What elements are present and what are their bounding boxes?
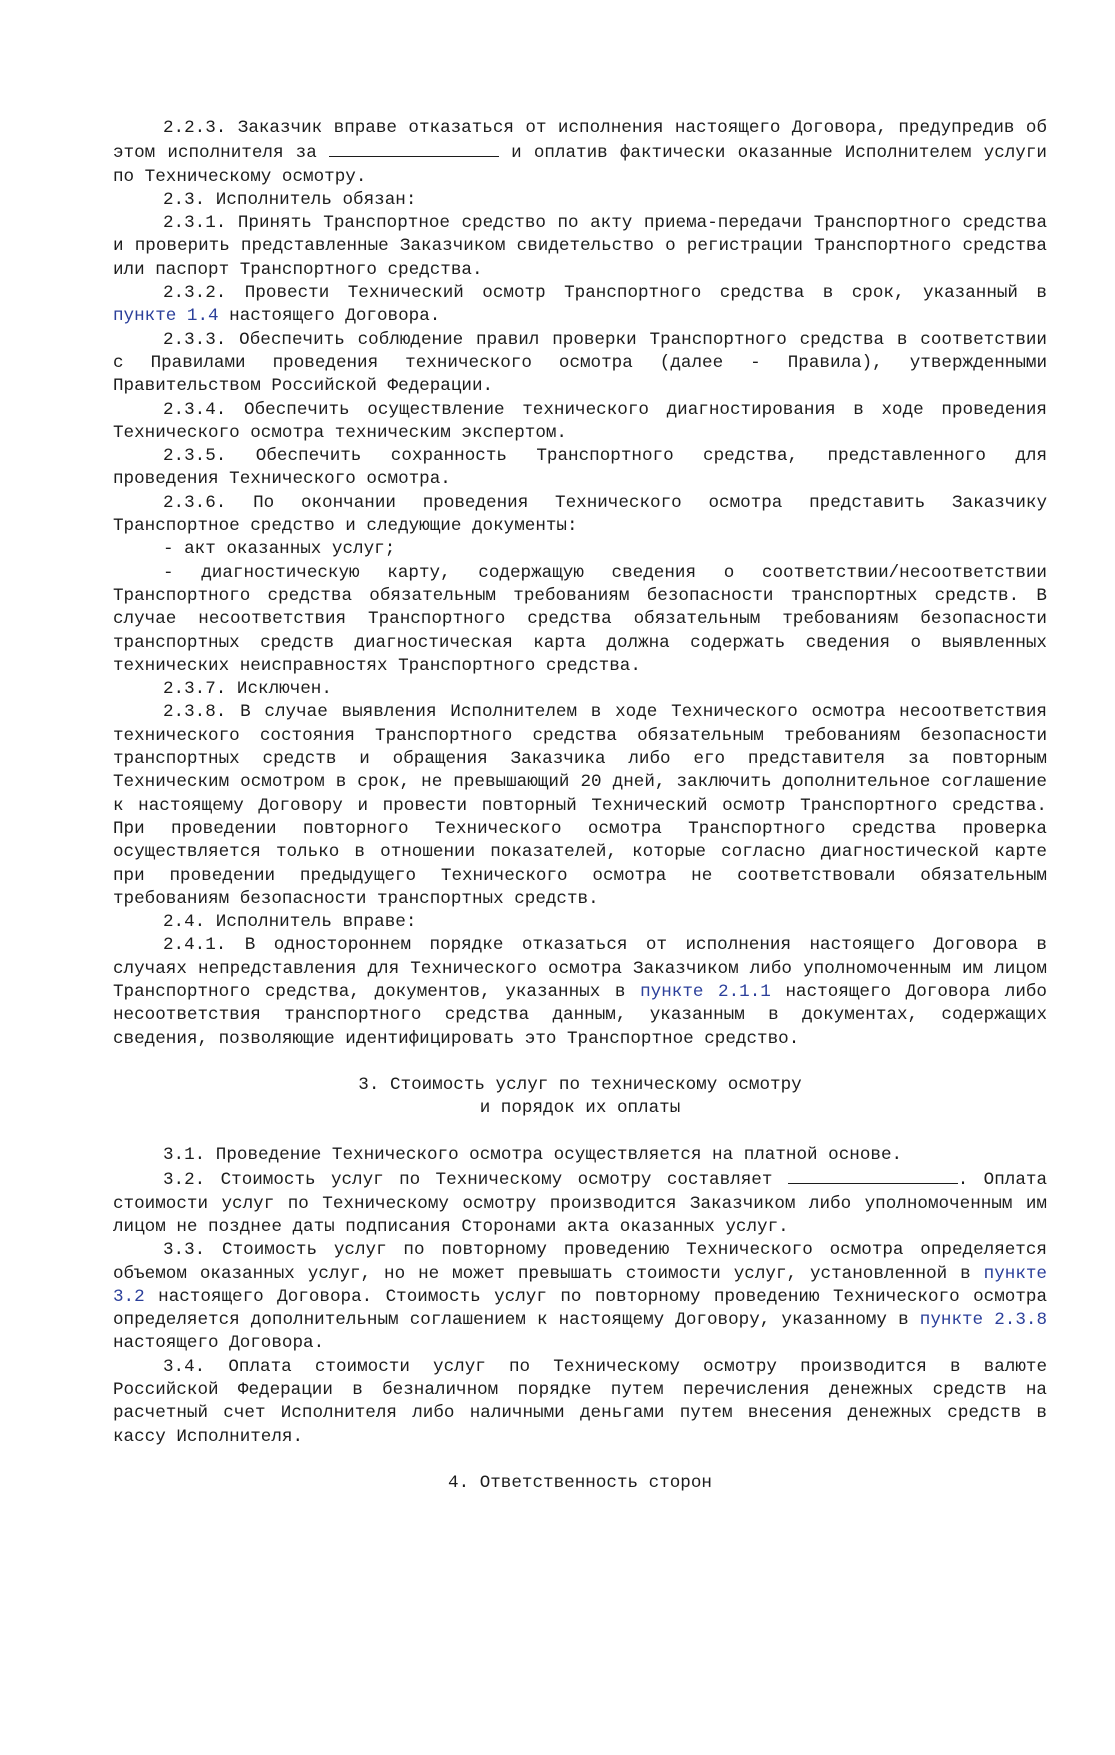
- clause-2-3-6-item-diagnostic-card: - диагностическую карту, содержащую сведения о соответствии/несоответствии Транспортного средства обязательным требованиям безопасности транспортных средств. В случае несоответствия Транспортного средства обязательным требованиям безопасности транспортных средств диагностическая карта должна содержать сведения о выявленных технических неисправностях Транспортного средства.: [113, 562, 1047, 676]
- clause-2-2-3-blank: [329, 140, 499, 157]
- section-3-heading-line-1: 3. Стоимость услуг по техническому осмотру: [358, 1075, 802, 1096]
- clause-2-3-2: [113, 282, 1047, 329]
- spacer: [113, 1449, 1047, 1472]
- clause-2-3-5: 2.3.5. Обеспечить сохранность Транспортного средства, представленного для проведения Технического осмотра.: [113, 446, 1047, 490]
- link-clause-2-1-1[interactable]: пункте 2.1.1: [640, 981, 771, 1002]
- section-3-heading-line-2: и порядок их оплаты: [479, 1098, 681, 1119]
- link-clause-3-2[interactable]: пункте 3.2: [113, 1263, 1047, 1307]
- clause-2-4-1: [113, 934, 1047, 1050]
- clause-2-3-4: 2.3.4. Обеспечить осуществление технического диагностирования в ходе проведения Технического осмотра техническим экспертом.: [113, 399, 1047, 443]
- section-4-heading: 4. Ответственность сторон: [448, 1473, 712, 1494]
- clause-2-3-2-text-a: 2.3.2. Провести Технический осмотр Транспортного средства в срок, указанный в: [163, 283, 1047, 304]
- clause-2-2-3: [113, 117, 1047, 189]
- clause-2-2-3-text-a: 2.2.3. Заказчик вправе отказаться от исполнения настоящего Договора, предупредив об этом исполнителя за: [113, 118, 1047, 164]
- clause-3-3-text-c: настоящего Договора.: [113, 1333, 325, 1354]
- clause-2-3-8: 2.3.8. В случае выявления Исполнителем в ходе Технического осмотра несоответствия технического состояния Транспортного средства обязательным требованиям безопасности транспортных средств и обращения Заказчика либо его представителя за повторным Техническим осмотром в срок, не превышающий 20 дней, заключить дополнительное соглашение к настоящему Договору и провести повторный Технический осмотр Транспортного средства. При проведении повторного Технического осмотра Транспортного средства проверка осуществляется только в отношении показателей, которые согласно диагностической карте при проведении предыдущего Технического осмотра не соответствовали обязательным требованиям безопасности транспортных средств.: [113, 702, 1047, 909]
- spacer: [113, 1051, 1047, 1074]
- clause-3-2-text-a: 3.2. Стоимость услуг по Техническому осмотру составляет: [163, 1170, 788, 1191]
- link-clause-2-3-8[interactable]: пункте 2.3.8: [919, 1310, 1048, 1331]
- document-page: [113, 117, 1047, 1496]
- clause-3-3: [113, 1239, 1047, 1355]
- clause-3-1: 3.1. Проведение Технического осмотра осуществляется на платной основе.: [163, 1145, 903, 1166]
- clause-3-2-text-b: . Оплата стоимости услуг по Техническому осмотру производится Заказчиком либо уполномоченным им лицом не позднее даты подписания Сторонами акта оказанных услуг.: [113, 1170, 1047, 1237]
- clause-3-4: 3.4. Оплата стоимости услуг по Техническому осмотру производится в валюте Российской Федерации в безналичном порядке путем перечисления денежных средств на расчетный счет Исполнителя либо наличными деньгами путем внесения денежных средств в кассу Исполнителя.: [113, 1356, 1047, 1447]
- clause-2-3-3: 2.3.3. Обеспечить соблюдение правил проверки Транспортного средства в соответствии с Правилами проведения технического осмотра (далее - Правила), утвержденными Правительством Российской Федерации.: [113, 329, 1047, 397]
- clause-2-3-2-text-b: настоящего Договора.: [218, 306, 441, 327]
- clause-2-3-1: 2.3.1. Принять Транспортное средство по акту приема-передачи Транспортного средства и проверить представленные Заказчиком свидетельство о регистрации Транспортного средства или паспорт Транспортного средства.: [113, 213, 1047, 280]
- clause-2-2-3-text-b: и оплатив фактически оказанные Исполнителем услуги по Техническому осмотру.: [113, 143, 1047, 187]
- clause-3-3-text-b: настоящего Договора. Стоимость услуг по повторному проведению Технического осмотра определяется дополнительным соглашением к настоящему Договору, указанному в: [113, 1286, 1047, 1331]
- clause-3-2-blank: [788, 1167, 958, 1184]
- link-clause-1-4[interactable]: пункте 1.4: [113, 306, 219, 327]
- clause-3-2: [113, 1167, 1047, 1239]
- clause-2-4-1-text-a: 2.4.1. В одностороннем порядке отказаться от исполнения настоящего Договора в случаях непредставления для Технического осмотра Заказчиком либо уполномоченным им лицом Транспортного средства, документов, указанных в: [113, 935, 1047, 1002]
- clause-2-4-1-text-b: настоящего Договора либо несоответствия транспортного средства данным, указанным в документах, содержащих сведения, позволяющие идентифицировать это Транспортное средство.: [113, 981, 1047, 1049]
- clause-2-3: 2.3. Исполнитель обязан:: [163, 189, 417, 210]
- clause-2-3-7: 2.3.7. Исключен.: [163, 679, 332, 700]
- clause-3-3-text-a: 3.3. Стоимость услуг по повторному проведению Технического осмотра определяется объемом оказанных услуг, но не может превышать стоимости услуг, установленной в: [113, 1240, 1047, 1284]
- clause-2-3-6: 2.3.6. По окончании проведения Технического осмотра представить Заказчику Транспортное средство и следующие документы:: [113, 492, 1047, 537]
- clause-2-3-6-item-act: - акт оказанных услуг;: [163, 539, 396, 560]
- spacer: [113, 1121, 1047, 1144]
- clause-2-4: 2.4. Исполнитель вправе:: [163, 912, 417, 933]
